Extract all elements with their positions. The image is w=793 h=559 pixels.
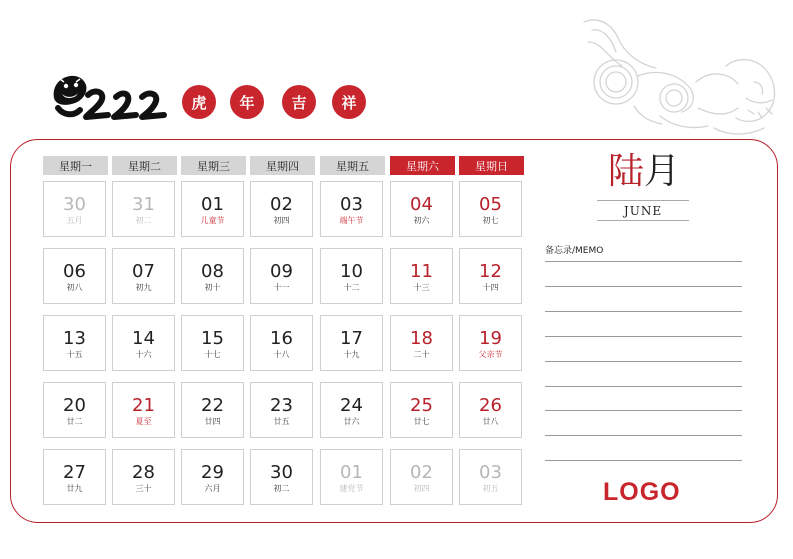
day-number: 07 <box>132 261 155 282</box>
day-cell[interactable] <box>43 248 106 304</box>
lunar-date: 十八 <box>273 350 290 359</box>
lunar-date: 十一 <box>273 283 290 292</box>
day-cell[interactable] <box>390 382 453 438</box>
day-number: 30 <box>63 194 86 215</box>
day-cell[interactable] <box>43 315 106 371</box>
day-cell[interactable] <box>390 449 453 505</box>
lunar-date: 十四 <box>482 283 499 292</box>
lunar-date: 端午节 <box>339 216 364 225</box>
day-number: 15 <box>201 328 224 349</box>
lunar-date: 初八 <box>66 283 83 292</box>
lunar-date: 五月 <box>66 216 83 225</box>
day-cell[interactable] <box>459 449 522 505</box>
day-cell[interactable] <box>250 315 313 371</box>
weekday-header-sun: 星期日 <box>459 156 524 175</box>
lunar-date: 夏至 <box>135 417 152 426</box>
memo-line[interactable] <box>545 386 742 387</box>
lunar-date: 初六 <box>413 216 430 225</box>
day-number: 08 <box>201 261 224 282</box>
day-cell[interactable] <box>459 248 522 304</box>
lunar-date: 廿二 <box>66 417 83 426</box>
day-cell[interactable] <box>390 181 453 237</box>
lunar-date: 初四 <box>273 216 290 225</box>
memo-line[interactable] <box>545 261 742 262</box>
day-number: 10 <box>340 261 363 282</box>
day-cell[interactable] <box>320 449 383 505</box>
lunar-date: 初七 <box>482 216 499 225</box>
day-cell[interactable] <box>459 382 522 438</box>
lunar-date: 三十 <box>135 484 152 493</box>
day-cell[interactable] <box>181 382 244 438</box>
day-number: 02 <box>270 194 293 215</box>
day-cell[interactable] <box>112 315 175 371</box>
lunar-date: 十二 <box>343 283 360 292</box>
day-cell[interactable] <box>390 248 453 304</box>
lunar-date: 初二 <box>273 484 290 493</box>
day-number: 04 <box>410 194 433 215</box>
day-cell[interactable] <box>320 382 383 438</box>
day-number: 28 <box>132 462 155 483</box>
memo-line[interactable] <box>545 286 742 287</box>
day-number: 09 <box>270 261 293 282</box>
day-number: 17 <box>340 328 363 349</box>
day-cell[interactable] <box>112 382 175 438</box>
memo-line[interactable] <box>545 361 742 362</box>
day-cell[interactable] <box>250 181 313 237</box>
day-cell[interactable] <box>181 449 244 505</box>
day-number: 23 <box>270 395 293 416</box>
day-number: 03 <box>340 194 363 215</box>
lunar-date: 廿五 <box>273 417 290 426</box>
day-number: 02 <box>410 462 433 483</box>
day-number: 27 <box>63 462 86 483</box>
month-char: 月 <box>644 151 681 192</box>
memo-line[interactable] <box>545 410 742 411</box>
memo-line[interactable] <box>545 460 742 461</box>
month-number-char: 陆 <box>608 151 645 192</box>
day-number: 13 <box>63 328 86 349</box>
lunar-date: 初四 <box>413 484 430 493</box>
day-number: 24 <box>340 395 363 416</box>
weekday-header-fri: 星期五 <box>320 156 385 175</box>
day-number: 20 <box>63 395 86 416</box>
blessing-circle-1: 虎 <box>182 85 216 119</box>
day-cell[interactable] <box>43 181 106 237</box>
weekday-header-sat: 星期六 <box>390 156 455 175</box>
day-cell[interactable] <box>181 315 244 371</box>
day-cell[interactable] <box>112 181 175 237</box>
day-number: 25 <box>410 395 433 416</box>
day-number: 19 <box>479 328 502 349</box>
year-2022-logo <box>50 70 168 122</box>
lunar-date: 廿八 <box>482 417 499 426</box>
lunar-date: 六月 <box>204 484 221 493</box>
day-cell[interactable] <box>320 181 383 237</box>
day-number: 30 <box>270 462 293 483</box>
weekday-header-mon: 星期一 <box>43 156 108 175</box>
memo-line[interactable] <box>545 311 742 312</box>
day-cell[interactable] <box>43 382 106 438</box>
tiger-lineart-decoration <box>578 12 788 142</box>
lunar-date: 儿童节 <box>200 216 225 225</box>
lunar-date: 父亲节 <box>478 350 503 359</box>
blessing-circle-3: 吉 <box>282 85 316 119</box>
blessing-circle-2: 年 <box>230 85 264 119</box>
weekday-header-thu: 星期四 <box>250 156 315 175</box>
lunar-date: 廿七 <box>413 417 430 426</box>
day-number: 03 <box>479 462 502 483</box>
tiger-head-icon <box>54 76 87 105</box>
day-cell[interactable] <box>250 449 313 505</box>
day-number: 12 <box>479 261 502 282</box>
lunar-date: 十九 <box>343 350 360 359</box>
day-cell[interactable] <box>459 315 522 371</box>
lunar-date: 建党节 <box>339 484 364 493</box>
day-number: 21 <box>132 395 155 416</box>
lunar-date: 初十 <box>204 283 221 292</box>
day-cell[interactable] <box>390 315 453 371</box>
memo-label: 备忘录/MEMO <box>545 246 604 256</box>
day-number: 18 <box>410 328 433 349</box>
day-cell[interactable] <box>181 248 244 304</box>
lunar-date: 初五 <box>482 484 499 493</box>
day-cell[interactable] <box>250 248 313 304</box>
memo-line[interactable] <box>545 336 742 337</box>
day-number: 22 <box>201 395 224 416</box>
day-number: 26 <box>479 395 502 416</box>
lunar-date: 初九 <box>135 283 152 292</box>
day-number: 31 <box>132 194 155 215</box>
lunar-date: 廿四 <box>204 417 221 426</box>
lunar-date: 十五 <box>66 350 83 359</box>
day-number: 16 <box>270 328 293 349</box>
day-cell[interactable] <box>320 248 383 304</box>
day-number: 01 <box>201 194 224 215</box>
lunar-date: 廿六 <box>343 417 360 426</box>
month-title <box>608 150 680 194</box>
day-cell[interactable] <box>459 181 522 237</box>
day-number: 29 <box>201 462 224 483</box>
day-number: 14 <box>132 328 155 349</box>
day-number: 06 <box>63 261 86 282</box>
day-cell[interactable] <box>112 449 175 505</box>
logo: LOGO <box>603 478 681 506</box>
day-number: 11 <box>410 261 433 282</box>
lunar-date: 十六 <box>135 350 152 359</box>
blessing-circle-4: 祥 <box>332 85 366 119</box>
day-cell[interactable] <box>112 248 175 304</box>
day-number: 01 <box>340 462 363 483</box>
day-number: 05 <box>479 194 502 215</box>
lunar-date: 十三 <box>413 283 430 292</box>
lunar-date: 二十 <box>413 350 430 359</box>
day-cell[interactable] <box>320 315 383 371</box>
day-cell[interactable] <box>43 449 106 505</box>
lunar-date: 廿九 <box>66 484 83 493</box>
lunar-date: 初二 <box>135 216 152 225</box>
memo-line[interactable] <box>545 435 742 436</box>
day-cell[interactable] <box>181 181 244 237</box>
month-english: JUNE <box>597 200 689 221</box>
weekday-header-wed: 星期三 <box>181 156 246 175</box>
weekday-header-tue: 星期二 <box>112 156 177 175</box>
day-cell[interactable] <box>250 382 313 438</box>
lunar-date: 十七 <box>204 350 221 359</box>
